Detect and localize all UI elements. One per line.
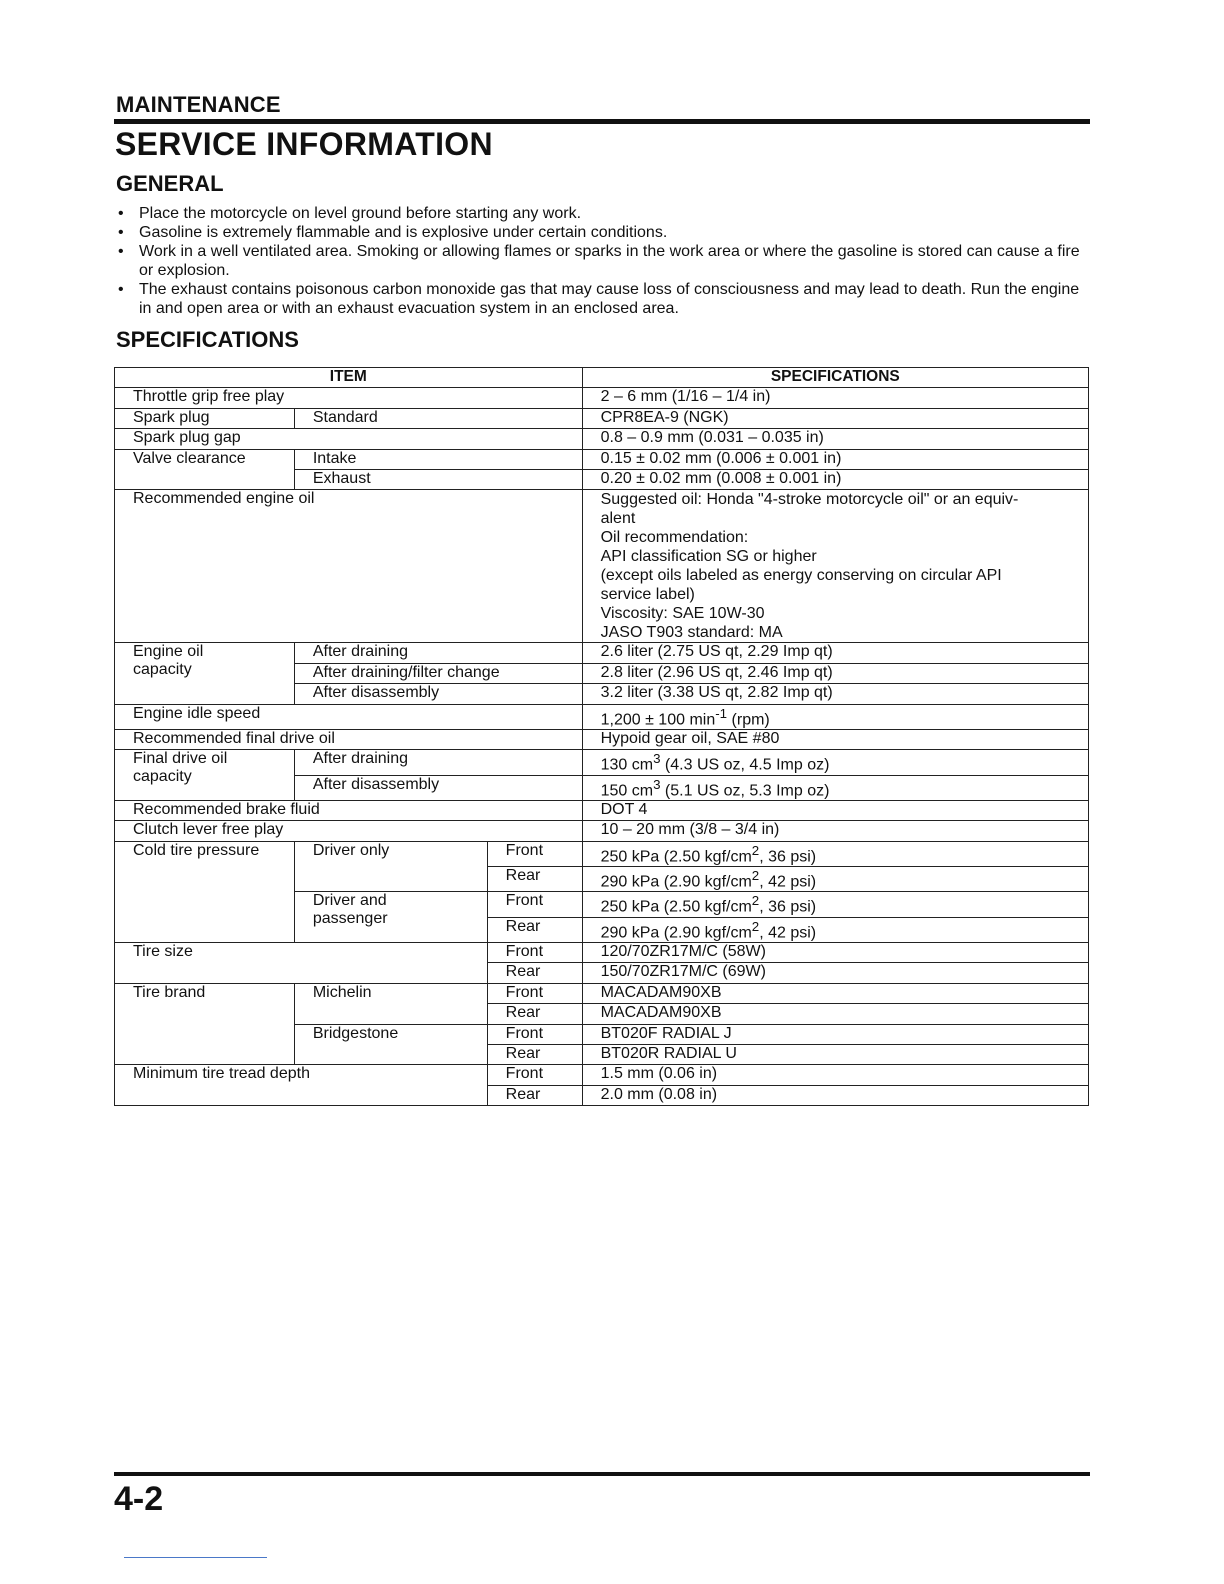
spec-cell: 120/70ZR17M/C (58W) <box>582 942 1088 962</box>
table-row <box>115 388 1089 408</box>
spec-superscript: 3 <box>653 776 661 792</box>
subitem-cell: After draining/filter change <box>294 663 582 683</box>
spec-value: , 42 psi) <box>759 923 817 941</box>
position-cell: Front <box>487 1024 582 1044</box>
spec-cell <box>582 704 1088 729</box>
table-row <box>115 841 1089 866</box>
item-cell: Clutch lever free play <box>115 821 583 841</box>
position-cell: Rear <box>487 1004 582 1024</box>
subitem-cell: Bridgestone <box>294 1024 487 1065</box>
spec-cell <box>582 892 1088 917</box>
position-cell: Rear <box>487 1044 582 1064</box>
spec-cell: MACADAM90XB <box>582 983 1088 1003</box>
bullet-item: • Gasoline is extremely flammable and is explosive under certain conditions. <box>116 223 1092 242</box>
spec-value: , 42 psi) <box>759 873 817 891</box>
item-cell: Spark plug <box>115 408 295 428</box>
spec-cell: 10 – 20 mm (3/8 – 3/4 in) <box>582 821 1088 841</box>
spec-line: (except oils labeled as energy conserving on circular API <box>600 567 1002 585</box>
spec-cell: 2.6 liter (2.75 US qt, 2.29 Imp qt) <box>582 643 1088 663</box>
spec-value: 290 kPa (2.90 kgf/cm <box>600 873 752 891</box>
spec-cell: Hypoid gear oil, SAE #80 <box>582 729 1088 749</box>
subitem-cell: After draining <box>294 643 582 663</box>
table-row <box>115 983 1089 1003</box>
item-cell: Cold tire pressure <box>115 841 295 942</box>
item-cell <box>115 750 295 801</box>
general-heading: GENERAL <box>116 171 224 196</box>
spec-value: (4.3 US oz, 4.5 Imp oz) <box>660 756 830 774</box>
table-row <box>115 429 1089 449</box>
table-row <box>115 729 1089 749</box>
header-rule <box>114 119 1090 124</box>
item-cell: Tire brand <box>115 983 295 1065</box>
spec-line: Oil recommendation: <box>600 529 749 547</box>
specifications-heading: SPECIFICATIONS <box>116 327 299 352</box>
position-cell: Rear <box>487 1085 582 1105</box>
spec-superscript: 2 <box>751 842 760 858</box>
spec-value: 1,200 ± 100 min <box>600 710 716 728</box>
item-cell: Tire size <box>115 942 488 983</box>
general-bullet-list <box>116 204 1092 318</box>
item-cell: Throttle grip free play <box>115 388 583 408</box>
spec-line: Viscosity: SAE 10W-30 <box>600 605 765 623</box>
item-cell: Spark plug gap <box>115 429 583 449</box>
spec-cell: 2 – 6 mm (1/16 – 1/4 in) <box>582 388 1088 408</box>
spec-column-header: SPECIFICATIONS <box>582 368 1088 388</box>
scan-artifact-line <box>124 1557 267 1558</box>
subitem-cell: After disassembly <box>294 775 582 800</box>
spec-superscript: 2 <box>751 893 760 909</box>
bullet-item: • Place the motorcycle on level ground before starting any work. <box>116 204 1092 223</box>
item-cell: Recommended final drive oil <box>115 729 583 749</box>
position-cell: Rear <box>487 867 582 892</box>
spec-cell: MACADAM90XB <box>582 1004 1088 1024</box>
spec-value: 250 kPa (2.50 kgf/cm <box>600 898 752 916</box>
item-line: Engine oil <box>133 643 204 661</box>
spec-cell <box>582 750 1088 775</box>
position-cell: Front <box>487 983 582 1003</box>
subitem-line: Driver and <box>312 892 387 910</box>
subitem-cell: Intake <box>294 449 582 469</box>
subitem-cell: After draining <box>294 750 582 775</box>
subitem-cell: Driver only <box>294 841 487 892</box>
spec-cell <box>582 490 1088 643</box>
item-cell: Valve clearance <box>115 449 295 490</box>
table-header-row <box>115 368 1089 388</box>
spec-superscript: 3 <box>653 751 661 767</box>
spec-cell: 1.5 mm (0.06 in) <box>582 1065 1088 1085</box>
spec-cell: 2.8 liter (2.96 US qt, 2.46 Imp qt) <box>582 663 1088 683</box>
table-row <box>115 942 1089 962</box>
item-cell <box>115 643 295 704</box>
spec-line: Suggested oil: Honda "4-stroke motorcycle oil" or an equiv- <box>600 491 1019 509</box>
spec-value: , 36 psi) <box>759 848 817 865</box>
table-row <box>115 704 1089 729</box>
subitem-cell: Standard <box>294 408 582 428</box>
page-title: SERVICE INFORMATION <box>115 126 493 162</box>
subitem-cell: After disassembly <box>294 684 582 704</box>
spec-cell <box>582 775 1088 800</box>
bullet-item: • Work in a well ventilated area. Smoking or allowing flames or sparks in the work area or where the gasoline is stored can cause a fire or explosion. <box>116 242 1092 280</box>
position-cell: Front <box>487 892 582 917</box>
table-row <box>115 800 1089 820</box>
spec-cell <box>582 841 1088 866</box>
item-cell: Minimum tire tread depth <box>115 1065 488 1106</box>
page-number: 4-2 <box>114 1480 164 1518</box>
table-row <box>115 449 1089 469</box>
subitem-line: passenger <box>312 910 388 928</box>
item-line: capacity <box>133 768 192 786</box>
spec-cell: CPR8EA-9 (NGK) <box>582 408 1088 428</box>
item-column-header: ITEM <box>115 368 583 388</box>
item-cell: Recommended engine oil <box>115 490 583 643</box>
table-row <box>115 750 1089 775</box>
spec-cell: 0.8 – 0.9 mm (0.031 – 0.035 in) <box>582 429 1088 449</box>
spec-value: , 36 psi) <box>759 898 817 916</box>
spec-cell: BT020R RADIAL U <box>582 1044 1088 1064</box>
spec-superscript: 2 <box>751 918 760 934</box>
spec-cell: DOT 4 <box>582 800 1088 820</box>
spec-cell <box>582 917 1088 942</box>
table-row <box>115 821 1089 841</box>
position-cell: Front <box>487 841 582 866</box>
footer-rule <box>114 1472 1090 1476</box>
spec-unit: (rpm) <box>727 710 770 728</box>
spec-cell: BT020F RADIAL J <box>582 1024 1088 1044</box>
spec-superscript: -1 <box>715 705 728 721</box>
spec-line: JASO T903 standard: MA <box>600 624 783 642</box>
position-cell: Front <box>487 1065 582 1085</box>
item-line: capacity <box>133 661 192 679</box>
table-row <box>115 490 1089 643</box>
table-row <box>115 643 1089 663</box>
subitem-cell: Exhaust <box>294 469 582 489</box>
position-cell: Rear <box>487 917 582 942</box>
specifications-table <box>114 367 1089 1106</box>
spec-superscript: 2 <box>751 868 760 883</box>
spec-cell: 3.2 liter (3.38 US qt, 2.82 Imp qt) <box>582 684 1088 704</box>
bullet-item: • The exhaust contains poisonous carbon monoxide gas that may cause loss of consciousness and may lead to death. Run the engine in and open area or with an exhaust evacuation system in an enclosed area. <box>116 280 1092 318</box>
spec-value: 150 cm <box>600 781 654 799</box>
spec-value: 130 cm <box>600 756 654 774</box>
spec-value: (5.1 US oz, 5.3 Imp oz) <box>660 781 830 799</box>
item-cell: Recommended brake fluid <box>115 800 583 820</box>
spec-value: 250 kPa (2.50 kgf/cm <box>600 848 752 865</box>
spec-cell: 0.15 ± 0.02 mm (0.006 ± 0.001 in) <box>582 449 1088 469</box>
spec-value: 290 kPa (2.90 kgf/cm <box>600 923 752 941</box>
item-line: Final drive oil <box>133 750 228 768</box>
spec-cell <box>582 867 1088 892</box>
item-cell: Engine idle speed <box>115 704 583 729</box>
spec-cell: 2.0 mm (0.08 in) <box>582 1085 1088 1105</box>
table-row <box>115 1065 1089 1085</box>
position-cell: Rear <box>487 963 582 983</box>
section-label: MAINTENANCE <box>116 92 281 117</box>
spec-line: alent <box>600 510 636 528</box>
spec-line: API classification SG or higher <box>600 548 817 566</box>
table-row <box>115 408 1089 428</box>
subitem-cell: Michelin <box>294 983 487 1024</box>
spec-cell: 0.20 ± 0.02 mm (0.008 ± 0.001 in) <box>582 469 1088 489</box>
subitem-cell <box>294 892 487 943</box>
spec-line: service label) <box>600 586 695 604</box>
spec-cell: 150/70ZR17M/C (69W) <box>582 963 1088 983</box>
position-cell: Front <box>487 942 582 962</box>
